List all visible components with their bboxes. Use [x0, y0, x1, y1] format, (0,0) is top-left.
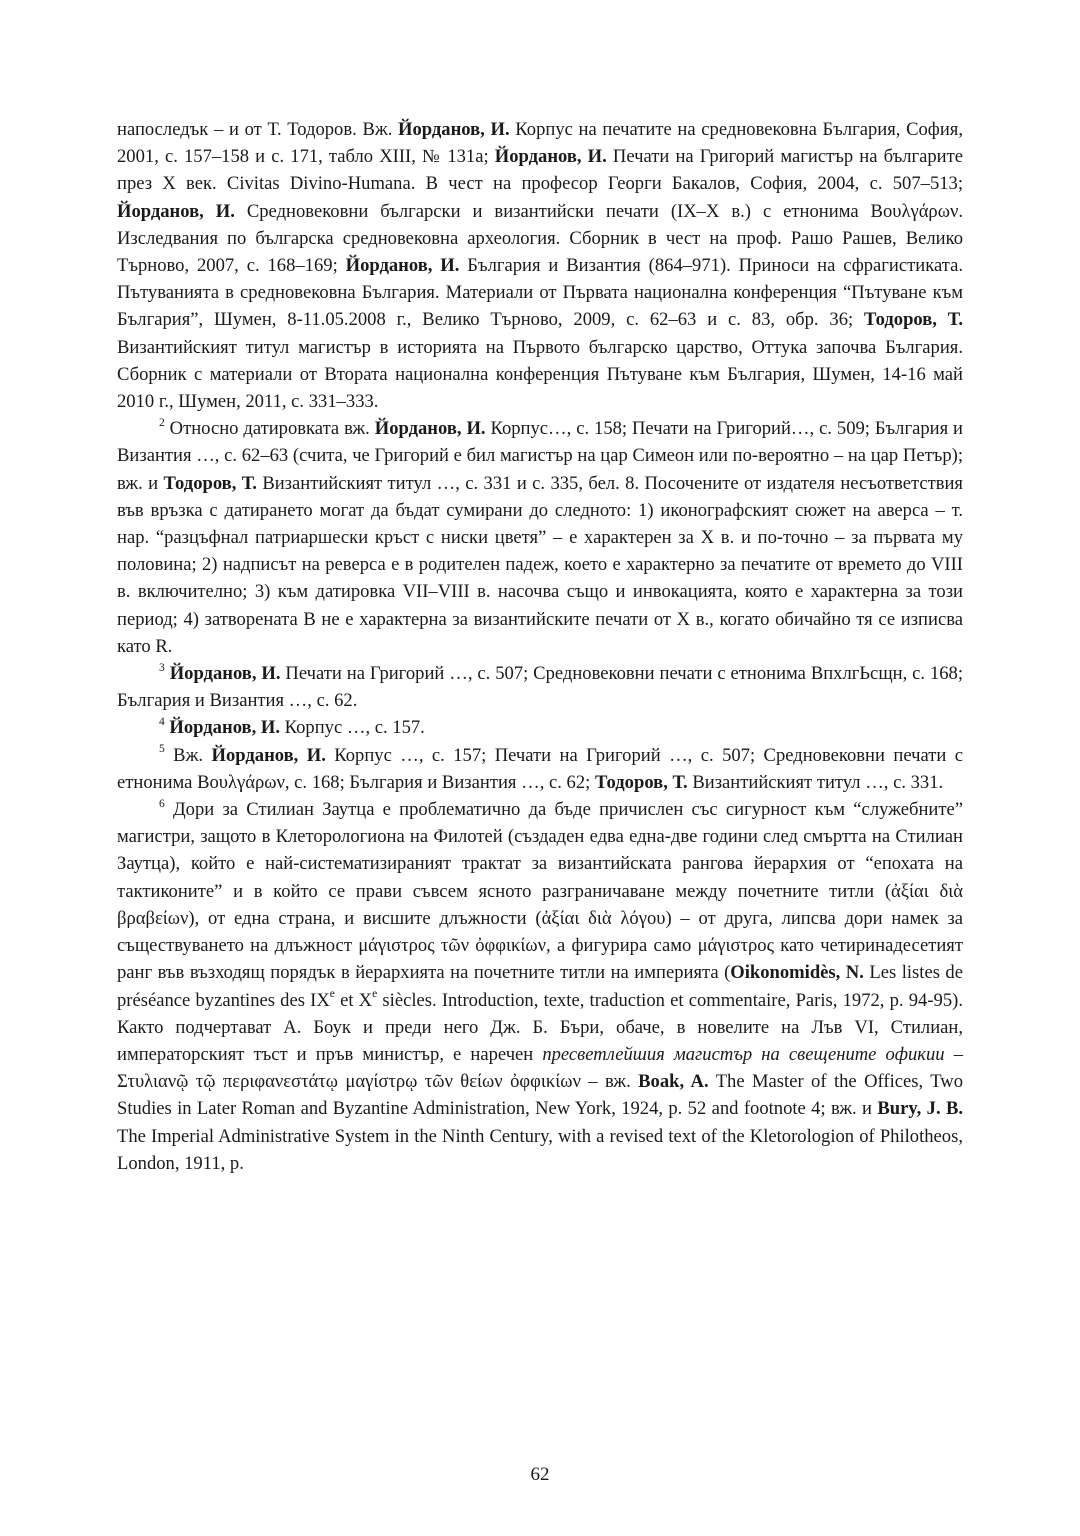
footnote-text: Византийският титул магистър в историята на Първото българско царство, Оттука започва България. Сборник с материали от Втората национална конференция Пътуване към България, Шумен, 14-16 май 2010 г., Шумен, 2011, с. 331–333.: [117, 336, 963, 413]
italic-quote: пресветлейшия магистър на свещените офикии: [542, 1043, 945, 1065]
author-name: Boak, A.: [638, 1071, 709, 1093]
superscript: e: [372, 988, 378, 1001]
footnote-text: Корпус …, с. 157.: [279, 717, 425, 739]
footnote-text: The Imperial Administrative System in the Ninth Century, with a revised text of the Kletorologion of Philotheos, London, 1911, p.: [117, 1125, 963, 1174]
footnote-text: The Master of the Offices, Two Studies in Later Roman and Byzantine Administration, New York, 1924, p. 52 and footnote 4; вж. и: [117, 1071, 963, 1120]
author-name: Тодоров, Т.: [163, 472, 257, 494]
footnote-text: напоследък – и от Т. Тодоров. Вж.: [117, 119, 399, 140]
footnote-text: Корпус …, с. 157; Печати на Григорий …, с. 507; Средновековни печати с етнонима Βουλγάρων, с. 168; България и Византия …, с. 62;: [117, 744, 963, 793]
author-name: Тодоров, Т.: [864, 309, 963, 331]
author-name: Йорданов, И.: [211, 744, 326, 766]
footnote-4: [117, 714, 963, 741]
author-name: Йорданов, И.: [374, 418, 486, 440]
author-name: Йорданов, И.: [169, 663, 281, 685]
footnote-marker: 6: [159, 797, 165, 810]
author-name: Йорданов, И.: [117, 200, 235, 222]
footnote-3: [117, 660, 963, 714]
footnote-text: България и Византия (864–971). Приноси на сфрагистиката. Пътуванията в средновековна България. Материали от Първата национална конференция “Пътуване към България”, Шумен, 8-11.05.2008 г., Велико Търново, 2009, с. 62–63 и с. 83, обр. 36;: [117, 255, 963, 331]
footnote-2: [117, 415, 963, 660]
author-name: Oikonomidès, N.: [730, 962, 864, 984]
footnote-text: Печати на Григорий …, с. 507; Средновековни печати с етнонима ВпхлгЬсщн, с. 168; България и Византия …, с. 62.: [117, 663, 964, 712]
footnotes-block: [117, 116, 963, 1177]
author-name: Тодоров, Т.: [594, 771, 688, 793]
footnote-text: Относно датировката вж.: [164, 418, 375, 440]
author-name: Йорданов, И.: [169, 717, 280, 739]
footnote-marker: 3: [159, 661, 165, 674]
footnote-text: – Στυλιανῷ τῷ περιφανεστάτῳ μαγίστρῳ τῶν θείων ὀφφικίων – вж.: [117, 1043, 963, 1093]
author-name: Йорданов, И.: [398, 119, 510, 140]
footnote-text: Вж.: [164, 744, 212, 766]
author-name: Йорданов, И.: [494, 146, 607, 168]
author-name: Bury, J. B.: [877, 1098, 963, 1120]
footnote-text: Les listes de préséance byzantines des IX: [117, 962, 963, 1011]
page-number: 62: [530, 1464, 550, 1485]
footnote-text: Корпус на печатите на средновековна България, София, 2001, с. 157–158 и с. 171, табло XIII, № 131а;: [117, 119, 964, 168]
footnote-marker: 4: [159, 716, 165, 729]
footnote-text: Корпус…, с. 158; Печати на Григорий…, с. 509; България и Византия …, с. 62–63 (счита, че Григорий е бил магистър на цар Симеон или по-вероятно – на цар Петър); вж. и: [117, 418, 963, 494]
footnote-marker: 5: [159, 743, 165, 756]
footnote-text: Дори за Стилиан Заутца е проблематично да бъде причислен със сигурност към “служебните” магистри, защото в Клеторологиона на Филотей (създаден едва една-две години след смъртта на Стилиан Заутца), който е най-систематизираният трактат за византийската рангова йерархия от “епохата на тактиконите” и в който се прави съвсем ясното разграничаване между почетните титли (ἀξίαι διὰ βραβείων), от една страна, и висшите длъжности (ἀξίαι διὰ λόγου) – от друга, липсва дори намек за съществуването на длъжност μάγιστρος τῶν ὀφφικίων, а фигурира само μάγιστρος като четиринадесетият ранг във възходящ порядък в йерархията на почетните титли на империята (: [117, 799, 963, 984]
footnote-text: siècles. Introduction, texte, traduction et commentaire, Paris, 1972, p. 94-95). Както подчертават А. Боук и преди него Дж. Б. Бъри, обаче, в новелите на Лъв VI, Стилиан, императорският тъст и пръв министър, е наречен: [117, 989, 963, 1065]
footnote-text: et X: [334, 989, 373, 1011]
footnote-5: [117, 742, 963, 796]
footnote-6: [117, 796, 963, 1177]
footnote-marker: 2: [159, 416, 165, 429]
footnote-continuation: [117, 116, 963, 415]
footnote-text: Печати на Григорий магистър на българите през X век. Civitas Divino-Humana. В чест на професор Георги Бакалов, София, 2004, с. 507–513;: [117, 146, 963, 195]
footnote-text: Византийският титул …, с. 331 и с. 335, бел. 8. Посочените от издателя несъответствия във връзка с датирането могат да бъдат сумирани до следното: 1) иконографският сюжет на аверса – т. нар. “разцъфнал патриаршески кръст с ниски цветя” – е характерен за X в. и по-точно – за първата му половина; 2) надписът на реверса е в родителен падеж, което е характерно за печатите от времето до VIII в. включително; 3) към датировка VII–VIII в. насочва също и инвокацията, която е характерна за този период; 4) затворената B не е характерна за византийските печати от X в., когато обичайно тя се изписва като R.: [117, 472, 963, 657]
author-name: Йорданов, И.: [345, 255, 460, 277]
footnote-text: Византийският титул …, с. 331.: [687, 771, 944, 793]
footnote-text: Средновековни бългaрски и византийски печати (IX–X в.) с етнонима Βουλγάρων. Изследвания по българска средновековна археология. Сборник в чест на проф. Рашо Рашев, Велико Търново, 2007, с. 168–169;: [117, 200, 964, 277]
superscript: e: [329, 988, 335, 1001]
